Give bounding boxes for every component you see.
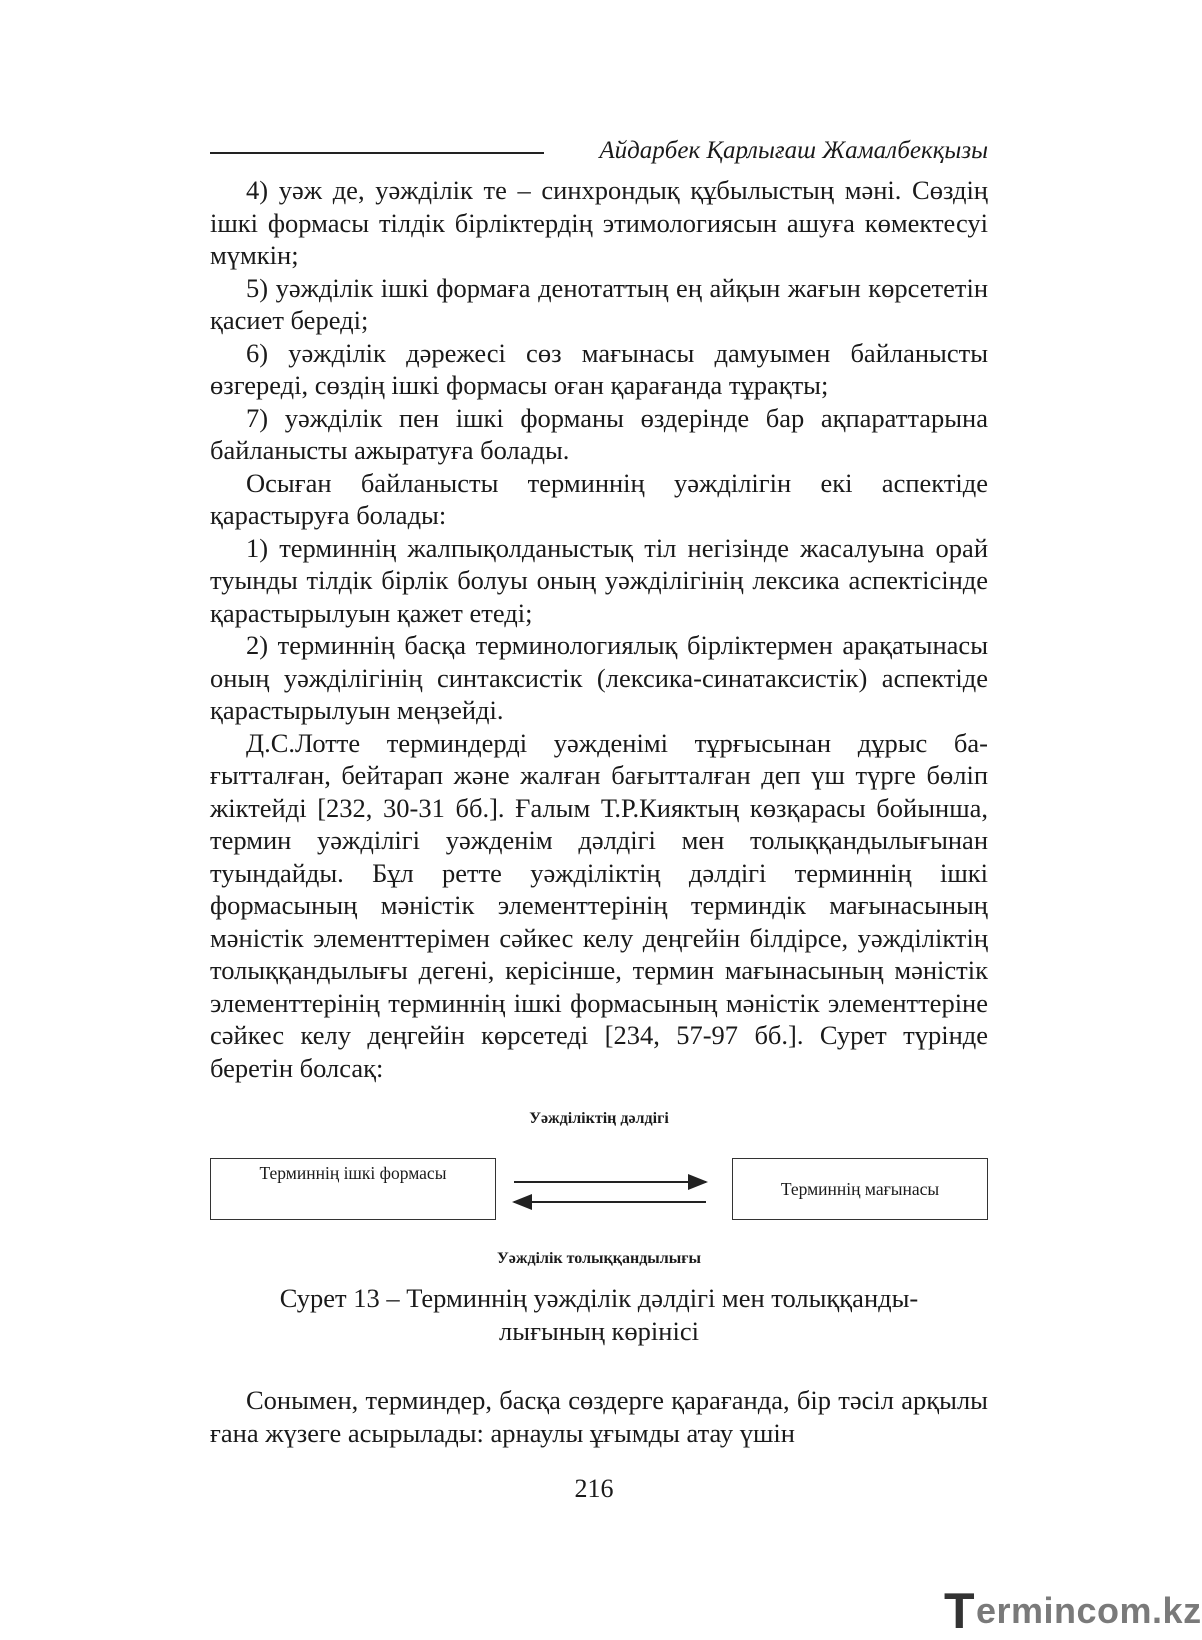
figure-caption: [210, 1282, 988, 1347]
running-header: [210, 134, 988, 168]
paragraph: Сонымен, терминдер, басқа сөздерге қарағанда, бір тәсіл арқылы ғана жүзеге асырылады: арнаулы ұғымды атау үшін: [210, 1385, 988, 1448]
meaning-box: Терминнің мағынасы: [732, 1158, 988, 1220]
watermark-initial: T: [944, 1583, 975, 1639]
paragraph: Д.С.Лотте терминдерді уәжденімі тұрғысынан дұрыс бағытталған, бейтарап және жалған бағытталған деп үш түрге бөліп жіктейді [232, 30-31 бб.]. Ғалым Т.Р.Кияктың көзқарасы бойынша, термин уәжділігі уәжденім дәлдігі мен толыққандылығынан туындайды. Бұл ретте уәжділіктің дәлдігі терминнің ішкі формасының мәністік элементтерінің терминдік мағынасының мәністік элементтерімен сәйкес келу деңгейін білдірсе, уәжділіктің толыққандылығы дегені, керісінше, термин мағынасының мәністік элементтерінің терминнің ішкі формасының мәністік элементтеріне сәйкес келу деңгейін көрсетеді [234, 57-97 бб.]. Сурет түрінде беретін болсақ:: [210, 727, 988, 1083]
paragraph: 4) уәж де, уәжділік те – синхрондық құбылыстың мәні. Сөздің ішкі формасы тілдік бірліктердің этимологиясын ашуға көмектесуі мүмкін;: [210, 175, 988, 270]
paragraph: 7) уәжділік пен ішкі форманы өздерінде бар ақпараттарына байланысты ажыратуға болады.: [210, 402, 988, 465]
watermark-logo: [938, 1583, 1202, 1639]
paragraph: 5) уәжділік ішкі формаға денотаттың ең айқын жағын көрсететін қасиет береді;: [210, 272, 988, 335]
paragraph: Осыған байланысты терминнің уәжділігін екі аспектіде қарастыруға болады:: [210, 467, 988, 530]
watermark-text: ermincom.kz: [976, 1590, 1202, 1631]
internal-form-box: Терминнің ішкі формасы: [210, 1158, 496, 1220]
header-author: Айдарбек Қарлығаш Жамалбекқызы: [599, 137, 988, 164]
paragraph: 2) терминнің басқа терминологиялық бірліктермен арақатынасы оның уәжділігінің синтаксистік (лексика-синатаксистік) аспектіде қарастырылуын меңзейді.: [210, 630, 988, 725]
page-number: 216: [574, 1474, 614, 1503]
caption-line-2: лығының көрінісі: [499, 1315, 699, 1346]
paragraph: 1) терминнің жалпықолданыстық тіл негізінде жасалуына орай туынды тілдік бірлік болуы оның уәжділігінің лексика аспектісінде қарастырылуын қажет етеді;: [210, 532, 988, 628]
diagram-top-label: Уәжділіктің дәлдігі: [529, 1110, 669, 1127]
diagram-bottom-label: Уәжділік толыққандылығы: [497, 1250, 701, 1267]
bidirectional-arrows: [510, 1174, 720, 1214]
paragraph: 6) уәжділік дәрежесі сөз мағынасы дамуымен байланысты өзгереді, сөздің ішкі формасы оған қарағанда тұрақты;: [210, 337, 988, 400]
motivation-diagram: [210, 1104, 988, 1267]
header-rule: [210, 152, 544, 154]
closing-text: [210, 1384, 988, 1449]
caption-line-1: Сурет 13 – Терминнің уәжділік дәлдігі мен толыққанды-: [279, 1283, 919, 1313]
body-text: [210, 174, 988, 1084]
